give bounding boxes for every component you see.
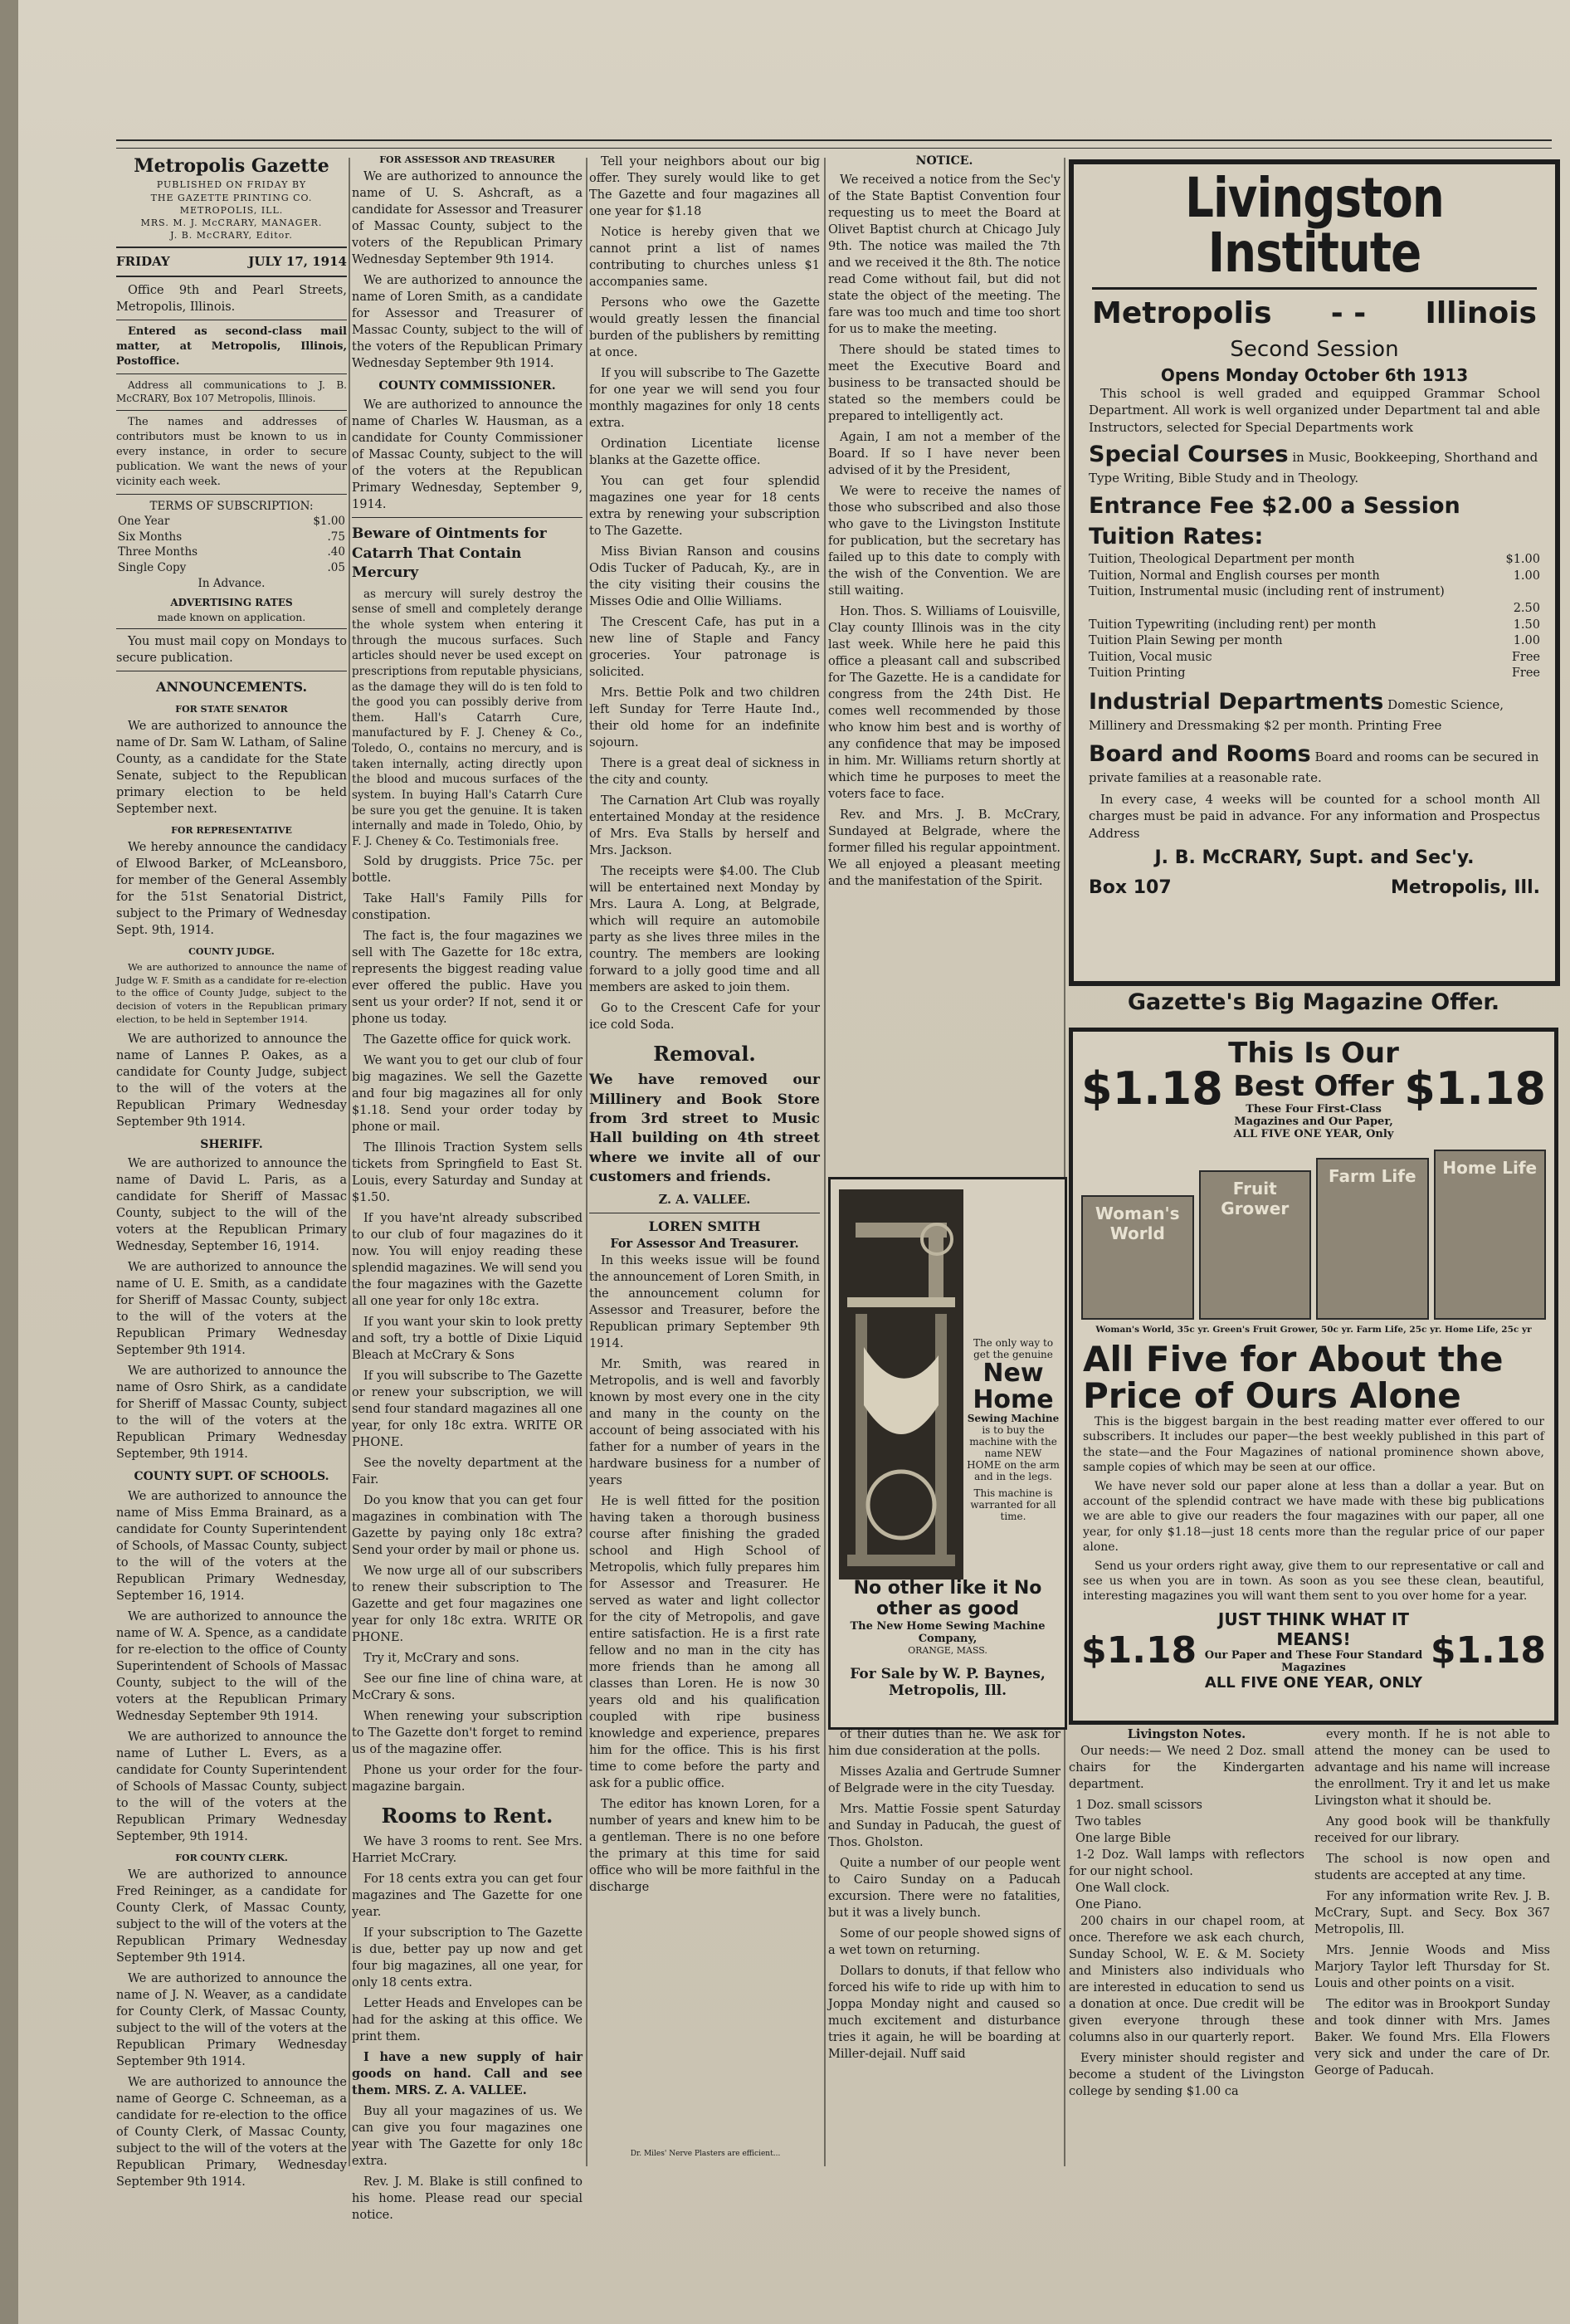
article-body: Misses Azalia and Gertrude Sumner of Belgrade were in the city Tuesday. [828, 1765, 1060, 1795]
box: Box 107 [1089, 876, 1172, 898]
magazine-body [1073, 1414, 1554, 1604]
magazine-offer-ad [1069, 1028, 1558, 1725]
announcement: We hereby announce the candidacy of Elwood Barker, of McLeansboro, for member of the General Assembly for the 51st Senatorial District, subject to the Primary of Wednesday Sept. 9th, 1914. [116, 841, 347, 938]
article-body: Hon. Thos. S. Williams of Louisville, Clay county Illinois was in the city last week. While here he paid this office a pleasant call and subscribed for The Gazette. He is a candidate for congress from the 24th Dist. He comes well recommended by those who know him best and is worthy of any confidence that may be imposed in him. Mr. Williams return shortly at which time he purposes to meet the voters face to face. [828, 605, 1060, 802]
announcement: We are authorized to announce the name of David L. Paris, as a candidate for Sheriff of Massac County, subject to the will of the voters at the Republican Primary Wednesday, September 16, 1914. [116, 1157, 347, 1254]
footnote: Dr. Miles' Nerve Plasters are efficient... [630, 2150, 781, 2158]
masthead-line: THE GAZETTE PRINTING CO. [150, 192, 313, 203]
article-body: Dollars to donuts, if that fellow who forced his wife to ride up with him to Joppa Monday night and caused so much excitement and disturbance tries it again, he will be boarding at Miller-dejail. Nuff said [828, 1965, 1060, 2061]
think-sub: Our Paper and These Four Standard Magazines [1204, 1649, 1423, 1675]
article-body: There is a great deal of sickness in the city and county. [589, 757, 820, 787]
article-body: Notice is hereby given that we cannot print a list of names contributing to churches unless $1 accompanies same. [589, 226, 820, 289]
list-item: 1 Doz. small scissors [1075, 1799, 1202, 1812]
sewing-machine-icon [839, 1189, 963, 1579]
masthead-line: MRS. M. J. McCRARY, MANAGER. [140, 217, 323, 228]
price-right: $1.18 [1430, 1629, 1546, 1672]
adv-rates: ADVERTISING RATES [170, 597, 293, 609]
covers-caption: Woman's World, 35c yr. Green's Fruit Grower, 50c yr. Farm Life, 25c yr. Home Life, 25c yr [1095, 1325, 1532, 1335]
column-2 [352, 154, 583, 2222]
announcement: We are authorized to announce the name of Loren Smith, as a candidate for Assessor and Treasurer of Massac County, subject to the will of the voters of the Republican Primary Wednesday September 9th 1914. [352, 274, 583, 371]
section-heading: FOR REPRESENTATIVE [171, 825, 292, 837]
box-line [1089, 876, 1540, 901]
box-city: Metropolis, Ill. [1391, 876, 1540, 898]
address-notice: Address all communications to J. B. McCRARY, Box 107 Metropolis, Illinois. [116, 378, 347, 405]
article-body: The editor has known Loren, for a number of years and knew him to be a gentleman. There is no one before the primary at this time for said office who will be more faithful in the discharge [589, 1797, 820, 1894]
sewing-machine-image [839, 1189, 963, 1579]
tuition-heading: Tuition Rates: [1089, 523, 1264, 549]
office-address: Office 9th and Pearl Streets, Metropolis, Illinois. [116, 283, 347, 314]
dateline [116, 253, 347, 271]
article-body: We have removed our Millinery and Book Store from 3rd street to Music Hall building on 4th street where we invite all of our customers and friends. [589, 1072, 820, 1186]
article-body: Buy all your magazines of us. We can give you four magazines one year with The Gazette for only 18c extra. [352, 2104, 583, 2168]
column-rule [586, 158, 588, 2166]
terms-table [116, 514, 347, 591]
magazine-cover: Fruit Grower [1199, 1170, 1312, 1320]
entrance-fee: Entrance Fee $2.00 a Session [1089, 493, 1460, 520]
adv-known: made known on application. [157, 610, 306, 623]
column-4-bottom [828, 1726, 1060, 2175]
magazine-cover: Home Life [1434, 1150, 1547, 1320]
article-body: There should be stated times to meet the Executive Board and business to be transacted should be stated so the members could be prepared to intelligently act. [828, 344, 1060, 424]
notes-minister: Every minister should register and become a student of the Livingston college by sending $1.00 ca [1069, 2052, 1304, 2098]
rate-row: Tuition Plain Sewing per month 1.00 [1089, 634, 1540, 648]
article-body: He is well fitted for the position having taken a thorough business course after finishing the graded school and High School of Metropolis, which fully prepares him for Assessor and Treasurer. He served as water and light collector for the city of Metropolis, and gave entire satisfaction. He is a first rate fellow and no man in the city has more friends than he among all classes than Loren. He is now 30 years old and his qualification coupled with ripe business knowledge and experience, prepares him for the office. This is his first time to come before the party and ask for a public office. [589, 1494, 820, 1790]
masthead-line: METROPOLIS, ILL. [179, 204, 284, 216]
industrial-text: Domestic Science, Millinery and Dressmaking $2 per month. Printing Free [1089, 696, 1504, 734]
article-body: Miss Bivian Ranson and cousins Odis Tucker of Paducah, Ky., are in the city visiting their cousins the Misses Odie and Ollie Williams. [589, 545, 820, 608]
sewing-machine-label: Sewing Machine [967, 1413, 1060, 1424]
city-name: Metropolis [1092, 296, 1272, 330]
institute-city [1092, 287, 1537, 330]
announcement: We are authorized to announce the name of George C. Schneeman, as a candidate for re-election to the office of County Clerk, of Massac County, subject to the will of the voters at the Republican Primary, Wednesday September 9th 1914. [116, 2075, 347, 2189]
institute-title: Livingston Institute [1185, 166, 1444, 285]
industrial-heading: Industrial Departments [1089, 688, 1384, 715]
article-body: Do you know that you can get four magazines in combination with The Gazette by paying only 18c extra? Send your order by mail or phone us. [352, 1494, 583, 1558]
article-body: Persons who owe the Gazette would greatly lessen the financial burden of the publishers by remitting at once. [589, 296, 820, 359]
section-heading: COUNTY SUPT. OF SCHOOLS. [134, 1470, 329, 1484]
announcement: We are authorized to announce the name of U. S. Ashcraft, as a candidate for Assessor and Treasurer of Massac County, subject to the voters of the Republican Primary Wednesday September 9th 1914. [352, 170, 583, 267]
magazine-cover: Farm Life [1316, 1158, 1429, 1320]
price-row [1073, 1032, 1554, 1140]
list-item: One Wall clock. [1075, 1882, 1170, 1895]
article-body: You can get four splendid magazines one year for 18 cents extra by renewing your subscription to The Gazette. [589, 475, 820, 538]
article-body: We have 3 rooms to rent. See Mrs. Harriet McCrary. [352, 1834, 583, 1865]
masthead-line: J. B. McCRARY, Editor. [170, 230, 293, 242]
magazine-offer-title: Gazette's Big Magazine Offer. [1127, 989, 1500, 1015]
names-notice: The names and addresses of contributors must be known to us in every instance, in order to secure publication. We want the news of your vicinity each week. [116, 415, 347, 488]
opens: Opens Monday October 6th 1913 [1160, 365, 1469, 385]
mail-copy-notice: You must mail copy on Mondays to secure publication. [116, 635, 347, 666]
announcement: We are authorized to announce the name of Luther L. Evers, as a candidate for County Superintendent of Schools of Massac County, subject to the will of the voters at the Republican Primary Wednesday September, 9th 1914. [116, 1730, 347, 1843]
section-heading: FOR ASSESSOR AND TREASURER [379, 154, 555, 165]
terms-row: Six Months .75 [118, 530, 345, 544]
announcement: We are authorized to announce the name of W. A. Spence, as a candidate for re-election to the office of County Superintendent of Schools of Massac County, subject to the will of the voters at the Republican Primary Wednesday September 9th 1914. [116, 1609, 347, 1723]
notes-needs: Our needs:— We need 2 Doz. small chairs for the Kindergarten department. [1069, 1745, 1304, 1791]
column-3 [589, 154, 820, 2170]
article-body: Ordination Licentiate license blanks at the Gazette office. [589, 437, 820, 467]
article-body: The receipts were $4.00. The Club will be entertained next Monday by Mrs. Laura A. Long, at Belgrade, which will require an automobile party as she lives three miles in the country. The members are looking forward to a jolly good time and all members are asked to join them. [589, 865, 820, 994]
announcement: We are authorized to announce Fred Reininger, as a candidate for County Clerk, of Massac County, subject to the will of the voters at the Republican Primary Wednesday September 9th 1914. [116, 1868, 347, 1965]
article-body: Some of our people showed signs of a wet town on returning. [828, 1927, 1060, 1957]
article-body: Mrs. Bettie Polk and two children left Sunday for Terre Haute Ind., their old home for an indefinite sojourn. [589, 686, 820, 749]
price-right: $1.18 [1404, 1062, 1546, 1115]
article-body: We were to receive the names of those who subscribed and also those who gave to the Livingston Institute for publication, but the secretary has failed up to this date to comply with the wish of the Convention. We are still waiting. [828, 485, 1060, 598]
announcement: We are authorized to announce the name of Miss Emma Brainard, as a candidate for County Superintendent of Schools, of Massac County, subject to the will of the voters at the Republican Primary Wednesday, September 16, 1914. [116, 1489, 347, 1603]
entered-notice: Entered as second-class mail matter, at Metropolis, Illinois, Postoffice. [116, 325, 347, 368]
institute-body [1074, 385, 1555, 900]
article-body: If you will subscribe to The Gazette for one year we will send you four monthly magazines for only 18 cents extra. [589, 367, 820, 430]
machine-copy [967, 1337, 1060, 1522]
article-body: of their duties than he. We ask for him due consideration at the polls. [828, 1728, 1060, 1758]
all-five-heading: All Five for About the Price of Ours Alone [1083, 1339, 1504, 1417]
rate-row: Tuition, Theological Department per month $1.00 [1089, 553, 1540, 567]
article-body: Letter Heads and Envelopes can be had for the asking at this office. We print them. [352, 1996, 583, 2043]
date: JULY 17, 1914 [248, 254, 347, 270]
body-paragraph: This is the biggest bargain in the best reading matter ever offered to our subscribers. It includes our paper—the best weekly published in this part of the state—and the Four Magazines of national prominence shown above, sample copies of which may be seen at our office. [1083, 1415, 1544, 1474]
article-heading: Removal. [653, 1042, 756, 1066]
date-day: FRIDAY [116, 254, 170, 270]
section-heading: FOR COUNTY CLERK. [175, 1852, 288, 1863]
notes-paragraph: For any information write Rev. J. B. McCrary, Supt. and Secy. Box 367 Metropolis, Ill. [1314, 1890, 1550, 1936]
article-body: Sold by druggists. Price 75c. per bottle. [352, 855, 583, 886]
article-body: Mr. Smith, was reared in Metropolis, and is well and favorbly known by most every one in the city and many in the county on the account of being associated with his father for a number of years in the hardware business for a number of years [589, 1357, 820, 1487]
notes-left [1069, 1726, 1304, 2104]
column-rule [349, 158, 350, 2166]
article-body: If your subscription to The Gazette is due, better pay up now and get four big magazines, all one year, for only 18 cents extra. [352, 1926, 583, 1990]
article-body: Quite a number of our people went to Cairo Sunday on a Paducah excursion. There were no fatalities, but it was a lively bunch. [828, 1857, 1060, 1920]
no-other: No other like it No other as good [853, 1578, 1042, 1620]
article-body: The Gazette office for quick work. [363, 1033, 572, 1047]
only-way: The only way to get the genuine [973, 1337, 1054, 1360]
top-rule [116, 139, 1552, 149]
terms-row: One Year $1.00 [118, 515, 345, 529]
masthead [116, 154, 347, 242]
article-body: If you want your skin to look pretty and soft, try a bottle of Dixie Liquid Bleach at McCrary & Sons [352, 1316, 583, 1363]
dash: - - [1330, 296, 1367, 330]
article-heading: Rooms to Rent. [381, 1804, 553, 1828]
announcement: We are authorized to announce the name of J. N. Weaver, as a candidate for County Clerk, of Massac County, subject to the will of the voters at the Republican Primary Wednesday September 9th 1914. [116, 1971, 347, 2068]
announcement: We are authorized to announce the name of Lannes P. Oakes, as a candidate for County Judge, subject to the will of the voters at the Republican Primary Wednesday September 9th 1914. [116, 1032, 347, 1129]
terms-row: Single Copy .05 [118, 561, 345, 574]
announcement: We are authorized to announce the name of Dr. Sam W. Latham, of Saline County, as a candidate for the State Senate, subject to the Republican primary election to be held September next. [116, 720, 347, 817]
rate-row: Tuition Printing Free [1089, 666, 1540, 681]
article-body: Tell your neighbors about our big offer. They surely would like to get The Gazette and four magazines all one year for $1.18 [589, 155, 820, 218]
state-name: Illinois [1425, 296, 1537, 330]
notes-paragraph: Any good book will be thankfully received for our library. [1314, 1815, 1550, 1845]
rate-row: Tuition Typewriting (including rent) per month 1.50 [1089, 618, 1540, 632]
company-city: ORANGE, MASS. [908, 1644, 987, 1656]
article-body: If you have'nt already subscribed to our club of four magazines do it now. You will enjoy reading these splendid magazines. We will send you the four magazines with the Gazette all one year for only 18c extra. [352, 1212, 583, 1309]
article-body: Rev. J. M. Blake is still confined to his home. Please read our special notice. [352, 2175, 583, 2222]
article-heading: Beware of Ointments for Catarrh That Contain Mercury [352, 525, 547, 582]
column-rule [1064, 158, 1065, 2166]
article-subheading: For Assessor And Treasurer. [610, 1236, 799, 1251]
article-body: as mercury will surely destroy the sense of smell and completely derange the whole system when entering it through the mucous surfaces. Such articles should never be used except on prescriptions from reputable physicians, as the damage they will do is ten fold to the good you can possibly derive from them. Hall's Catarrh Cure, manufactured by F. J. Cheney & Co., Toledo, O., contains no mercury, and is taken internally, acting directly upon the blood and mucous surfaces of the system. In buying Hall's Catarrh Cure be sure you get the genuine. It is taken internally and made in Toledo, Ohio, by F. J. Cheney & Co. Testimonials free. [352, 587, 583, 848]
body-paragraph: We have never sold our paper alone at less than a dollar a year. But on account of the splendid contract we have made with these big publications we are able to give our readers the four magazines with our paper, all one year, for only $1.18—just 18 cents more than the regular price of our paper alone. [1083, 1479, 1544, 1554]
article-body: If you will subscribe to The Gazette or renew your subscription, we will send four standard magazines all one year, for only 18c extra. WRITE OR PHONE. [352, 1370, 583, 1450]
special-text: in Music, Bookkeeping, Shorthand and Type Writing, Bible Study and in Theology. [1089, 449, 1538, 486]
section-heading: FOR STATE SENATOR [175, 704, 288, 715]
article-body: We want you to get our club of four big magazines. We sell the Gazette and four big magazines all for only $1.18. Send your order today by phone or mail. [352, 1054, 583, 1135]
article-body: Rev. and Mrs. J. B. McCrary, Sundayed at Belgrade, where the former filled his regular appointment. We all enjoyed a pleasant meeting and the manifestation of the Spirit. [828, 808, 1060, 889]
section-heading: COUNTY JUDGE. [188, 946, 275, 958]
announcement: We are authorized to announce the name of Judge W. F. Smith as a candidate for re-election to the office of County Judge, subject to the decision of voters in the Republican primary election, to be held in September 1914. [116, 960, 347, 1026]
announcement: We are authorized to announce the name of Charles W. Hausman, as a candidate for County Commissioner of Massac County, subject to the will of the voters at the Republican Primary Wednesday, September 9, 1914. [352, 398, 583, 512]
announcement: We are authorized to announce the name of U. E. Smith, as a candidate for Sheriff of Massac County, subject to the will of the voters at the Republican Primary Wednesday September 9th 1914. [116, 1261, 347, 1358]
board-text: Board and rooms can be secured in private families at a reasonable rate. [1089, 749, 1539, 785]
article-body: See our fine line of china ware, at McCrary & sons. [352, 1672, 583, 1703]
special-heading: Special Courses [1089, 441, 1289, 467]
body-paragraph: Send us your orders right away, give them to our representative or call and see us when you are in town. As soon as you see these clean, beautiful, interesting magazines you will want them sent to you over home for a year. [1083, 1559, 1544, 1604]
intro: This school is well graded and equipped Grammar School Department. All work is well organized under Department tal and able Instructors, selected for Special Departments work [1089, 386, 1540, 435]
article-body: I have a new supply of hair goods on hand. Call and see them. MRS. Z. A. VALLEE. [352, 2049, 583, 2097]
article-body: Take Hall's Family Pills for constipation. [352, 892, 583, 923]
masthead-title: Metropolis Gazette [134, 155, 329, 177]
livingston-notes [1069, 1726, 1550, 2175]
article-body: The Carnation Art Club was royally entertained Monday at the residence of Mrs. Eva Stalls by herself and Mrs. Jackson. [589, 794, 820, 857]
warranted: This machine is warranted for all time. [970, 1487, 1056, 1522]
notes-paragraph: The editor was in Brookport Sunday and took dinner with Mrs. James Baker. We found Mrs. Ella Flowers very sick and under the care of Dr. George of Paducah. [1314, 1998, 1550, 2077]
article-heading: LOREN SMITH [648, 1218, 761, 1234]
think-row [1073, 1608, 1554, 1692]
livingston-institute-ad [1069, 159, 1560, 986]
article-body: In this weeks issue will be found the announcement of Loren Smith, in the announcement column for Assessor and Treasurer, before the Republican primary September 9th 1914. [589, 1253, 820, 1350]
article-body: The Illinois Traction System sells tickets from Springfield to East St. Louis, every Saturday and Sunday at $1.50. [352, 1141, 583, 1205]
magazine-cover: Woman's World [1081, 1195, 1194, 1320]
notes-chapel: 200 chairs in our chapel room, at once. Therefore we ask each church, Sunday School, W. E. & M. Society and Ministers also individuals who are interested in education to send us a donation at once. Due credit will be given everyone through these columns also in our quarterly report. [1069, 1915, 1304, 2044]
column-1 [116, 154, 347, 2189]
magazine-covers [1081, 1145, 1546, 1320]
best-offer: This Is Our Best Offer [1228, 1037, 1399, 1103]
notes-paragraph: every month. If he is not able to attend the money can be used to advantage and his name will increase the enrollment. Try it and let us make Livingston what it should be. [1314, 1728, 1550, 1808]
weeks-text: In every case, 4 weeks will be counted for a school month All charges must be paid in advance. For any information and Prospectus Address [1089, 792, 1540, 841]
new-home-title: New Home [973, 1359, 1054, 1414]
rate-row: Tuition, Vocal music Free [1089, 650, 1540, 664]
article-body: Try it, McCrary and sons. [363, 1652, 519, 1666]
terms-title: TERMS OF SUBSCRIPTION: [149, 499, 314, 513]
article-body: Go to the Crescent Cafe for your ice cold Soda. [589, 1002, 820, 1032]
section-heading: COUNTY COMMISSIONER. [378, 379, 556, 393]
article-body: We now urge all of our subscribers to renew their subscription to The Gazette and get four magazines one year for only 18c extra. WRITE OR PHONE. [352, 1565, 583, 1645]
best-offer-sub: These Four First-Class Magazines and Our Paper, ALL FIVE ONE YEAR, Only [1233, 1103, 1394, 1140]
masthead-line: PUBLISHED ON FRIDAY BY [156, 179, 307, 191]
article-body: For 18 cents extra you can get four magazines and The Gazette for one year. [352, 1872, 583, 1919]
terms-row: Three Months .40 [118, 545, 345, 559]
article-body: The Crescent Cafe, has put in a new line of Staple and Fancy groceries. Your patronage is solicited. [589, 616, 820, 679]
machine-footer [837, 1578, 1058, 1699]
list-item: One large Bible [1075, 1832, 1171, 1845]
signature: Z. A. VALLEE. [658, 1192, 751, 1207]
notes-title: Livingston Notes. [1127, 1727, 1246, 1741]
price-left: $1.18 [1081, 1062, 1223, 1115]
list-item: Two tables [1075, 1815, 1142, 1828]
announcement: We are authorized to announce the name of Osro Shirk, as a candidate for Sheriff of Massac County, subject to the will of the voters at the Republican Primary Wednesday September, 9th 1914. [116, 1365, 347, 1462]
session: Second Session [1230, 337, 1399, 362]
rate-row: 2.50 [1513, 602, 1540, 615]
list-item: One Piano. [1075, 1898, 1142, 1911]
section-heading: NOTICE. [915, 154, 973, 168]
article-body: The fact is, the four magazines we sell with The Gazette for 18c extra, represents the biggest reading value ever offered the public. Have you sent us your order? If not, send it or phone us today. [352, 930, 583, 1027]
announcements-heading: ANNOUNCEMENTS. [155, 679, 308, 696]
article-body: See the novelty department at the Fair. [352, 1457, 583, 1487]
article-body: Mrs. Mattie Fossie spent Saturday and Sunday in Paducah, the guest of Thos. Gholston. [828, 1803, 1060, 1849]
company: The New Home Sewing Machine Company, [850, 1619, 1046, 1645]
article-body: We received a notice from the Sec'y of the State Baptist Convention four requesting us to meet the Board at Olivet Baptist church at Chicago July 9th. The notice was mailed the 7th and we received it the 8th. The notice read Come without fail, but did not state the object of the meeting. The fare was too much and time too short for us to make the meeting. [828, 173, 1060, 337]
terms-row: In Advance. [197, 576, 266, 590]
rate-row: Tuition, Normal and English courses per month 1.00 [1089, 569, 1540, 583]
for-sale: For Sale by W. P. Baynes, [850, 1665, 1046, 1682]
buy-text: is to buy the machine with the name NEW HOME on the arm and in the legs. [967, 1424, 1060, 1482]
column-rule [824, 158, 826, 2166]
article-body: Phone us your order for the four-magazine bargain. [352, 1764, 583, 1794]
think-all: ALL FIVE ONE YEAR, ONLY [1204, 1674, 1423, 1692]
think: JUST THINK WHAT IT MEANS! [1217, 1609, 1410, 1650]
sewing-machine-ad [828, 1177, 1067, 1730]
list-item: 1-2 Doz. Wall lamps with reflectors for our night school. [1069, 1848, 1304, 1878]
notes-paragraph: The school is now open and students are accepted at any time. [1314, 1853, 1550, 1882]
for-sale-city: Metropolis, Ill. [888, 1682, 1007, 1699]
column-4 [828, 154, 1060, 1091]
notes-paragraph: Mrs. Jennie Woods and Miss Marjory Taylor left Thursday for St. Louis and other points on a visit. [1314, 1944, 1550, 1990]
left-gutter [0, 0, 18, 2324]
article-body: When renewing your subscription to The Gazette don't forget to remind us of the magazine offer. [352, 1710, 583, 1757]
article-body: Again, I am not a member of the Board. If so I have never been advised of it by the President, [828, 431, 1060, 478]
supt: J. B. McCRARY, Supt. and Sec'y. [1154, 847, 1475, 868]
price-left: $1.18 [1081, 1629, 1197, 1672]
notes-right [1314, 1726, 1550, 2104]
rate-row: Tuition, Instrumental music (including rent of instrument) [1089, 585, 1445, 599]
board-heading: Board and Rooms [1089, 740, 1311, 767]
section-heading: SHERIFF. [200, 1137, 263, 1151]
